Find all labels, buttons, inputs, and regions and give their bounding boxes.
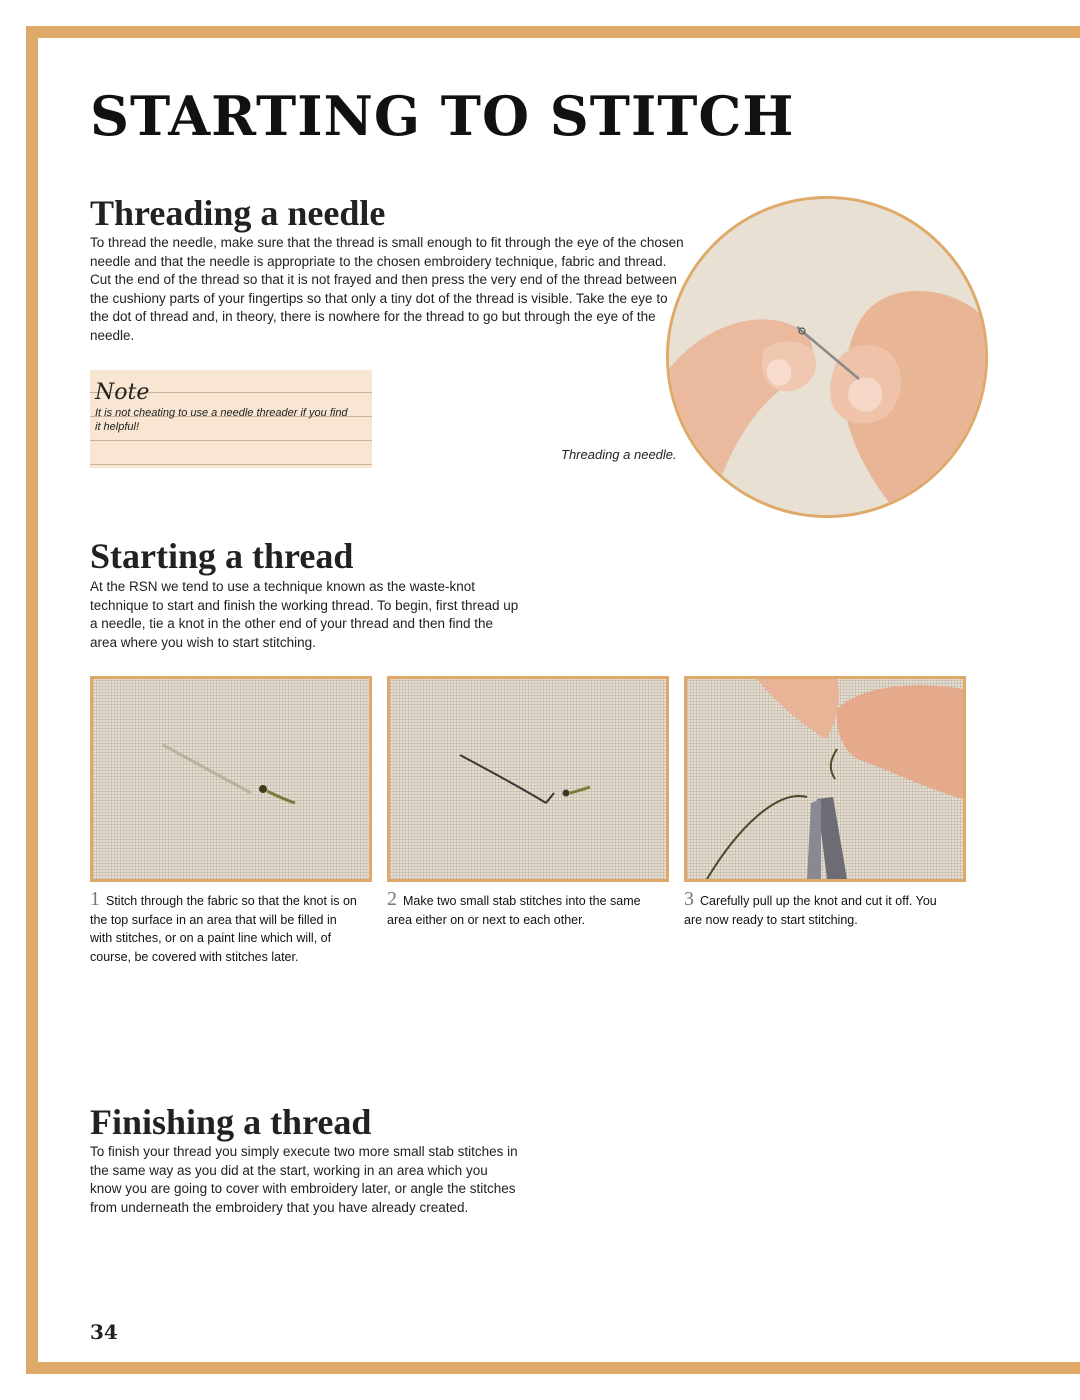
threading-photo (666, 196, 988, 518)
step-1-text: Stitch through the fabric so that the knot is on the top surface in an area that will be filled in with stitches, or on a paint line which will, of course, be covered with stitches later. (90, 894, 357, 964)
finishing-body: To finish your thread you simply execute two more small stab stitches in the same way as you did at the start, working in an area which you know you are going to cover with embroidery later, or angle the stitches from underneath the embroidery that you have already created. (90, 1144, 518, 1215)
step-2-text: Make two small stab stitches into the same area either on or next to each other. (387, 894, 641, 927)
step-3-text: Carefully pull up the knot and cut it off. You are now ready to start stitching. (684, 894, 937, 927)
step-1-caption (90, 890, 360, 966)
step-1-photo (90, 676, 372, 882)
note-box (90, 370, 372, 468)
threading-body: To thread the needle, make sure that the thread is small enough to fit through the eye of the chosen needle and that the needle is appropriate to the chosen embroidery technique, fabric and thread. Cut the end of the thread so that it is not frayed and then press the very end of the thread between the cushiony parts of your fingertips so that only a tiny dot of the thread is visible. Take the eye to the dot of thread and, in theory, there is nowhere for the thread to go but through the eye of the needle. (90, 235, 684, 343)
hands-threading-needle-illustration (669, 199, 985, 515)
threading-heading: Threading a needle (90, 193, 386, 233)
page-title: STARTING TO STITCH (90, 84, 795, 148)
finishing-heading: Finishing a thread (90, 1102, 372, 1142)
needle-knot-illustration (93, 679, 369, 879)
cutting-knot-illustration (687, 679, 963, 879)
step-3-caption (684, 890, 954, 929)
page-number: 34 (90, 1320, 118, 1344)
starting-heading: Starting a thread (90, 536, 354, 576)
step-3-number: 3 (684, 888, 694, 910)
step-2-caption (387, 890, 657, 929)
step-3-photo (684, 676, 966, 882)
threading-caption: Threading a needle. (561, 447, 677, 462)
step-1-number: 1 (90, 888, 100, 910)
starting-body: At the RSN we tend to use a technique known as the waste-knot technique to start and finish the working thread. To begin, first thread up a needle, tie a knot in the other end of your thread and then find the area where you wish to start stitching. (90, 579, 519, 650)
step-2-photo (387, 676, 669, 882)
step-2-number: 2 (387, 888, 397, 910)
note-text: It is not cheating to use a needle threader if you find it helpful! (95, 407, 348, 433)
stab-stitches-illustration (390, 679, 666, 879)
note-title: Note (95, 380, 150, 405)
